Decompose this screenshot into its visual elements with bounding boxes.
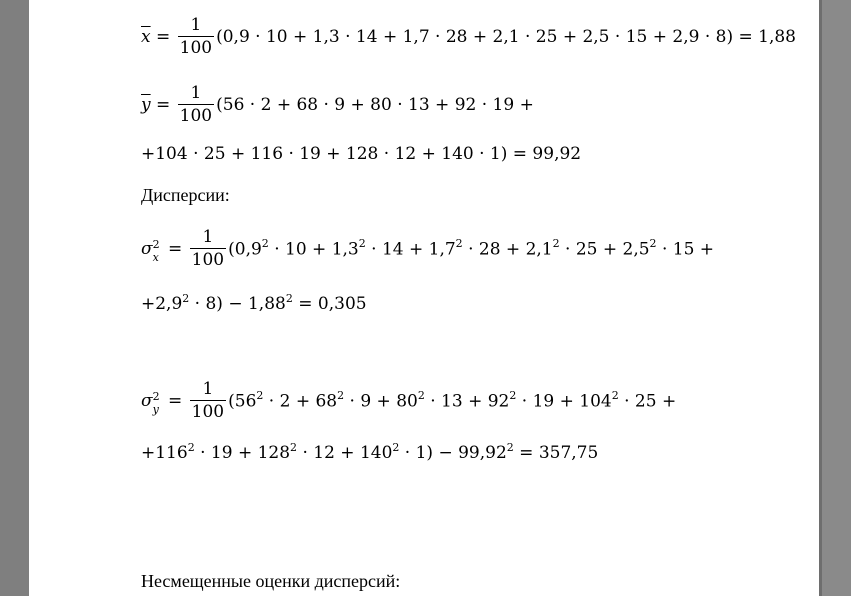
variance-y-expression-line2 xyxy=(141,443,598,463)
unbiased-estimates-heading: Несмещенные оценки дисперсий: xyxy=(141,571,401,591)
term: +116 xyxy=(141,443,188,463)
term: · 8) − 1,88 xyxy=(189,294,286,314)
equals-sign: = xyxy=(168,391,183,411)
superscript: 2 xyxy=(152,390,160,403)
exponent: 2 xyxy=(182,292,190,305)
mean-x-symbol: $\overline{x}$ xyxy=(141,27,151,47)
exponent: 2 xyxy=(358,236,366,250)
exponent: 2 xyxy=(187,441,195,454)
term: (0,9 xyxy=(228,239,262,260)
exponent: 2 xyxy=(506,441,514,454)
term: · 15 + xyxy=(656,239,715,260)
exponent: 2 xyxy=(337,388,345,402)
fraction xyxy=(190,380,226,422)
exponent: 2 xyxy=(649,236,657,250)
exponent: 2 xyxy=(552,236,560,250)
exponent: 2 xyxy=(611,388,619,402)
scrollbar-track[interactable] xyxy=(819,0,851,596)
mean-y-expression-line1: (56 · 2 + 68 · 9 + 80 · 13 + 92 · 19 + xyxy=(216,95,534,115)
fraction-numerator: 1 xyxy=(178,16,214,37)
term: · 10 + 1,3 xyxy=(268,239,359,260)
fraction xyxy=(178,84,214,126)
term: · 28 + 2,1 xyxy=(462,239,553,260)
sigma-symbol: σ xyxy=(141,391,153,411)
exponent: 2 xyxy=(290,441,298,454)
term: = 0,305 xyxy=(292,294,367,314)
term: · 14 + 1,7 xyxy=(365,239,456,260)
fraction-numerator: 1 xyxy=(190,228,226,249)
equals-sign: = xyxy=(156,27,171,47)
fraction-numerator: 1 xyxy=(178,84,214,105)
exponent: 2 xyxy=(261,236,269,250)
mean-y-symbol: $\overline{y}$ xyxy=(141,95,151,115)
equals-sign: = xyxy=(168,239,183,259)
term: (56 xyxy=(228,391,257,412)
scrollbar-edge xyxy=(819,0,822,596)
equals-sign: = xyxy=(156,95,171,115)
formula-mean-y xyxy=(141,84,534,126)
formula-mean-x xyxy=(141,16,796,58)
exponent: 2 xyxy=(509,388,517,402)
mean-y-expression-line2: +104 · 25 + 116 · 19 + 128 · 12 + 140 · 1) = 99,92 xyxy=(141,144,582,164)
fraction-numerator: 1 xyxy=(190,380,226,401)
exponent: 2 xyxy=(256,388,264,402)
variance-x-expression-line2 xyxy=(141,294,367,314)
term: · 25 + 2,5 xyxy=(559,239,650,260)
formula-variance-x xyxy=(141,228,714,270)
fraction xyxy=(190,228,226,270)
exponent: 2 xyxy=(417,388,425,402)
exponent: 2 xyxy=(455,236,463,250)
exponent: 2 xyxy=(392,441,400,454)
term: · 13 + 92 xyxy=(424,391,510,412)
fraction xyxy=(178,16,214,58)
term: · 1) − 99,92 xyxy=(399,443,507,463)
fraction-denominator: 100 xyxy=(191,402,225,422)
term: · 19 + 104 xyxy=(516,391,612,412)
term: · 9 + 80 xyxy=(344,391,418,412)
fraction-denominator: 100 xyxy=(179,106,213,126)
term: · 19 + 128 xyxy=(194,443,291,463)
formula-variance-y xyxy=(141,380,676,422)
term: · 25 + xyxy=(618,391,677,412)
sup-sub-x xyxy=(152,238,163,264)
variance-x-expression-line1 xyxy=(228,236,715,260)
term: · 2 + 68 xyxy=(263,391,338,412)
subscript: x xyxy=(152,251,159,264)
term: = 357,75 xyxy=(513,443,599,463)
mean-x-expression: (0,9 · 10 + 1,3 · 14 + 1,7 · 28 + 2,1 · 25 + 2,5 · 15 + 2,9 · 8) = 1,88 xyxy=(216,27,796,47)
term: +2,9 xyxy=(141,294,183,314)
fraction-denominator: 100 xyxy=(179,38,213,58)
sup-sub-y xyxy=(152,390,163,416)
subscript: y xyxy=(152,403,159,416)
dispersions-heading: Дисперсии: xyxy=(141,185,230,205)
variance-y-expression-line1 xyxy=(228,388,677,412)
exponent: 2 xyxy=(285,292,293,305)
superscript: 2 xyxy=(152,238,160,251)
term: · 12 + 140 xyxy=(297,443,393,463)
fraction-denominator: 100 xyxy=(191,250,225,270)
sigma-symbol: σ xyxy=(141,239,153,259)
